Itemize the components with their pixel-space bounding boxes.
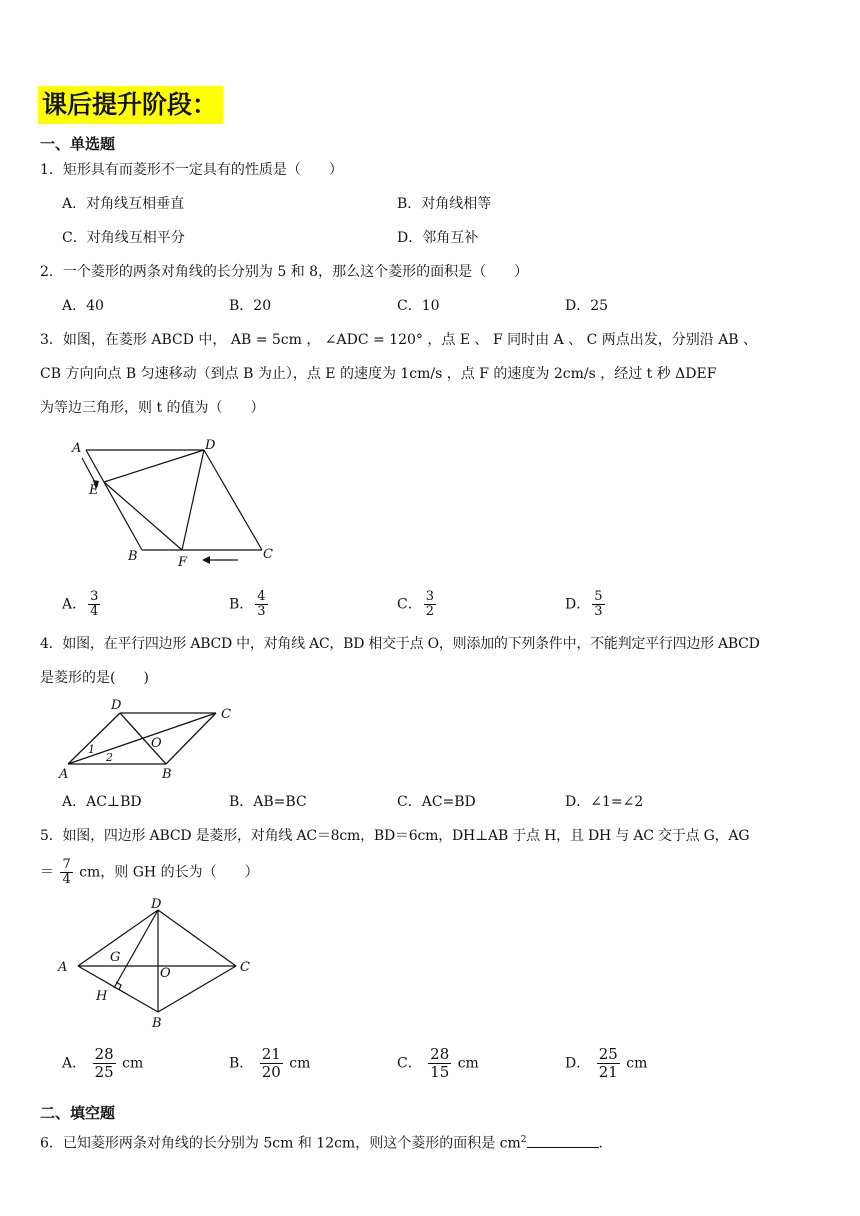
q3-label-e: E bbox=[89, 483, 99, 498]
question-3-line-1: 3．如图，在菱形 ABCD 中， AB = 5cm ， ∠ADC = 120° ，点 E 、 F 同时由 A 、 C 两点出发，分别沿 AB 、 bbox=[40, 332, 758, 348]
q3-option-c[interactable]: C． $\frac{3}{2}$ bbox=[397, 589, 434, 619]
q6-answer-blank[interactable] bbox=[527, 1133, 599, 1148]
q3-label-c: C bbox=[263, 547, 273, 562]
q5-option-d[interactable]: D． $\frac{25}{21}$ cm bbox=[565, 1045, 648, 1081]
q3-label-f: F bbox=[178, 555, 188, 570]
q2-option-c[interactable]: C．10 bbox=[397, 298, 440, 314]
q3-rhombus-figure bbox=[60, 432, 290, 572]
q3-option-b[interactable]: B． $\frac{4}{3}$ bbox=[229, 589, 266, 619]
q5-label-h: H bbox=[96, 989, 108, 1004]
q3-label-b: B bbox=[128, 549, 138, 564]
q5-label-o: O bbox=[160, 966, 171, 981]
q5-label-c: C bbox=[240, 960, 250, 975]
q5-option-c[interactable]: C． $\frac{28}{15}$ cm bbox=[397, 1045, 479, 1081]
q2-option-b[interactable]: B．20 bbox=[229, 298, 272, 314]
section-title-single-choice: 一、单选题 bbox=[40, 135, 116, 153]
q1-option-b[interactable]: B．对角线相等 bbox=[397, 196, 492, 212]
q4-label-a: A bbox=[59, 767, 69, 782]
q4-label-c: C bbox=[221, 707, 231, 722]
question-4-line-1: 4．如图，在平行四边形 ABCD 中，对角线 AC，BD 相交于点 O，则添加的下列条件中，不能判定平行四边形 ABCD bbox=[40, 636, 760, 652]
q4-option-a[interactable]: A．AC⊥BD bbox=[62, 794, 142, 810]
q3-label-a: A bbox=[72, 441, 82, 456]
q4-label-angle-2: 2 bbox=[106, 751, 113, 764]
question-3-line-2: CB 方向向点 B 匀速移动（到点 B 为止），点 E 的速度为 1cm/s ，点 F 的速度为 2cm/s ，经过 t 秒 ΔDEF bbox=[40, 366, 717, 382]
question-4-line-2: 是菱形的是( ) bbox=[40, 670, 149, 686]
q4-label-o: O bbox=[151, 736, 162, 751]
q4-label-angle-1: 1 bbox=[88, 743, 95, 756]
q4-label-b: B bbox=[162, 767, 172, 782]
q5-option-b-fraction: $\frac{21}{20}$ bbox=[261, 1045, 281, 1081]
question-6-stem: 6．已知菱形两条对角线的长分别为 5cm 和 12cm，则这个菱形的面积是 $cm^2$ . bbox=[40, 1130, 603, 1154]
section-banner: 课后提升阶段： bbox=[38, 86, 223, 124]
q4-option-c[interactable]: C．AC=BD bbox=[397, 794, 476, 810]
q2-option-d[interactable]: D．25 bbox=[565, 298, 609, 314]
q3-option-d-fraction: $\frac{5}{3}$ bbox=[594, 589, 603, 619]
q4-option-d[interactable]: D．∠1=∠2 bbox=[565, 794, 644, 810]
q3-label-d: D bbox=[205, 438, 216, 453]
q5-label-b: B bbox=[152, 1016, 162, 1031]
q5-option-c-fraction: $\frac{28}{15}$ bbox=[430, 1045, 450, 1081]
q5-option-d-fraction: $\frac{25}{21}$ bbox=[598, 1045, 618, 1081]
q5-option-a-fraction: $\frac{28}{25}$ bbox=[94, 1045, 114, 1081]
q4-label-d: D bbox=[111, 698, 122, 713]
question-3-line-3: 为等边三角形，则 t 的值为（ ） bbox=[40, 400, 265, 416]
q1-option-d[interactable]: D．邻角互补 bbox=[397, 230, 479, 246]
q5-label-d: D bbox=[151, 897, 162, 912]
question-5-line-2: ＝ $\frac{7}{4}$ cm，则 GH 的长为（ ） bbox=[40, 857, 259, 887]
q3-option-d[interactable]: D． $\frac{5}{3}$ bbox=[565, 589, 603, 619]
q3-option-a[interactable]: A． $\frac{3}{4}$ bbox=[62, 589, 99, 619]
q4-option-b[interactable]: B．AB=BC bbox=[229, 794, 307, 810]
q3-option-c-fraction: $\frac{3}{2}$ bbox=[425, 589, 434, 619]
q5-option-b[interactable]: B． $\frac{21}{20}$ cm bbox=[229, 1045, 311, 1081]
q5-label-g: G bbox=[110, 950, 121, 965]
question-1-stem: 1．矩形具有而菱形不一定具有的性质是（ ） bbox=[40, 162, 343, 178]
q2-option-a[interactable]: A．40 bbox=[62, 298, 104, 314]
question-2-stem: 2．一个菱形的两条对角线的长分别为 5 和 8，那么这个菱形的面积是（ ） bbox=[40, 264, 529, 280]
q5-ag-fraction: $\frac{7}{4}$ bbox=[62, 857, 71, 887]
q4-parallelogram-figure bbox=[54, 696, 254, 786]
question-5-line-1: 5．如图，四边形 ABCD 是菱形，对角线 AC＝8cm，BD＝6cm，DH⊥AB 于点 H，且 DH 与 AC 交于点 G，AG bbox=[40, 828, 750, 844]
q3-option-a-fraction: $\frac{3}{4}$ bbox=[90, 589, 99, 619]
q3-option-b-fraction: $\frac{4}{3}$ bbox=[257, 589, 266, 619]
q1-option-c[interactable]: C．对角线互相平分 bbox=[62, 230, 185, 246]
q5-label-a: A bbox=[58, 960, 68, 975]
section-title-fill-in: 二、填空题 bbox=[40, 1104, 116, 1122]
q1-option-a[interactable]: A．对角线互相垂直 bbox=[62, 196, 185, 212]
q5-option-a[interactable]: A． $\frac{28}{25}$ cm bbox=[62, 1045, 144, 1081]
q5-rhombus-figure bbox=[54, 896, 264, 1032]
